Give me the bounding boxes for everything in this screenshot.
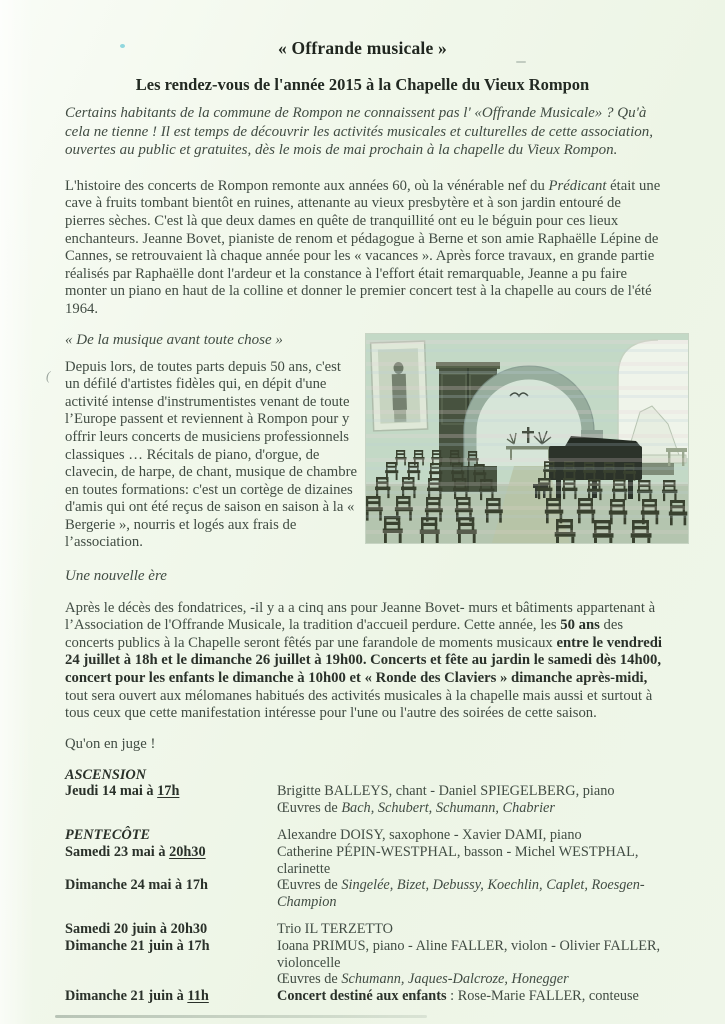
- text-run: Prédicant: [548, 177, 607, 194]
- music-section: [65, 332, 663, 556]
- schedule-gap: [65, 910, 685, 921]
- schedule-row: [65, 921, 685, 938]
- text-run: PENTECÔTE: [65, 827, 150, 844]
- intro-paragraph: Certains habitants de la commune de Rompon ne connaissent pas l' «Offrande Musicale» ? Qu'à cela ne tienne ! Il est temps de découvrir les activités musicales et culturelles de cette association, ouvertes au public et gratuites, dès le mois de mai prochain à la chapelle du Vieux Rompon.: [65, 105, 654, 159]
- text-run: Dimanche 24 mai à 17h: [65, 877, 208, 894]
- text-run: Bach, Schubert, Schumann, Chabrier: [341, 799, 555, 816]
- text-run: Alexandre DOISY, saxophone - Xavier DAMI, piano: [277, 827, 582, 844]
- chapel-photo-illustration: [366, 334, 688, 543]
- schedule-date-cell: [65, 877, 277, 894]
- text-run: Trio IL TERZETTO: [277, 921, 393, 938]
- schedule-row: [65, 938, 685, 971]
- page-subtitle: Les rendez-vous de l'année 2015 à la Chapelle du Vieux Rompon: [135, 75, 590, 94]
- schedule-program-cell: [277, 783, 685, 800]
- schedule-row: [65, 767, 685, 784]
- schedule-program-cell: [277, 800, 685, 817]
- text-run: : Rose-Marie FALLER, conteuse: [446, 987, 639, 1004]
- music-paragraph: Depuis lors, de toutes parts depuis 50 ans, c'est un défilé d'artistes fidèles qui, en dépit d'une activité intense d'instrumentistes venant de toute l’Europe passent et reviennent à Rompon pour y offrir leurs concerts de musiciens professionnels classiques … Récitals de piano, d'orgue, de clavecin, de harpe, de chant, musique de chambre en toutes formations: c'est un cortège de dizaines d'amis qui ont été reçus de saison en saison à la « Bergerie », nourris et logés aux frais de l’association.: [65, 358, 357, 551]
- text-run: ASCENSION: [65, 766, 147, 783]
- schedule-row: [65, 844, 685, 877]
- schedule-date-cell: [65, 844, 277, 861]
- new-era-paragraph: [65, 600, 663, 723]
- text-run: tout sera ouvert aux mélomanes habitués des activités musicales à la chapelle mais aussi et surtout à tous ceux que cette manifestation intéresse pour l'une ou l'autre des soirées de cette saison.: [65, 687, 653, 722]
- page-title: « Offrande musicale »: [278, 38, 447, 58]
- text-run: 20h30: [169, 844, 206, 861]
- picture-frame: [371, 341, 428, 431]
- text-run: Après le décès des fondatrices, -il y a a cinq ans pour Jeanne Bovet- murs et bâtiments appartenant à l’Association de l'Offrande Musicale, la tradition d'accueil perdure. Cette année, les: [65, 599, 656, 634]
- text-run: Singelée, Bizet, Debussy, Koechlin, Caplet, Roesgen-Champion: [277, 877, 645, 910]
- chapel-photo: [366, 334, 688, 543]
- text-run: 50 ans: [560, 617, 600, 634]
- text-run: Samedi 20 juin à 20h30: [65, 921, 208, 938]
- text-run: des concerts publics à la Chapelle seront fêtés par une farandole de moments musicaux: [65, 617, 624, 651]
- text-run: Dimanche 21 juin à: [65, 987, 188, 1004]
- text-run: 11h: [187, 987, 209, 1004]
- schedule-table: [65, 767, 685, 1005]
- schedule-program-cell: [277, 938, 685, 971]
- schedule-gap: [65, 816, 685, 827]
- text-run: Samedi 23 mai à: [65, 844, 170, 861]
- schedule-row: [65, 783, 685, 800]
- text-run: Ioana PRIMUS, piano - Aline FALLER, violon - Olivier FALLER, violoncelle: [277, 938, 661, 971]
- text-run: L'histoire des concerts de Rompon remonte aux années 60, où la vénérable nef du: [65, 177, 549, 194]
- scan-bottom-edge: [55, 1015, 427, 1018]
- schedule-row: [65, 827, 685, 844]
- text-run: Œuvres de: [277, 877, 342, 894]
- scan-pencil-mark: (: [46, 368, 51, 383]
- schedule-date-cell: [65, 783, 277, 800]
- schedule-date-cell: [65, 938, 277, 955]
- schedule-row: [65, 877, 685, 910]
- schedule-date-cell: [65, 767, 277, 784]
- schedule-row: [65, 971, 685, 988]
- text-run: Jeudi 14 mai à: [65, 783, 158, 800]
- text-run: entre le vendredi 24 juillet à 18h et le dimanche 26 juillet à 19h00. Concerts et fête au jardin le samedi dès 14h00, concert pour les enfants le dimanche à 10h00 et « Ronde des Claviers » dimanche après-midi,: [65, 634, 662, 686]
- schedule-date-cell: [65, 921, 277, 938]
- scan-light-edge: [0, 0, 34, 1024]
- scan-speck: [120, 44, 125, 48]
- text-run: était une cave à fruits tombant bientôt en ruines, attenante au vieux presbytère et à son jardin entouré de pierres sèches. C'est là que deux dames en quête de tranquillité ont eu le béguin pour ces lieux enchanteurs. Jeanne Bovet, pianiste de renom et pédagogue à Berne et son amie Raphaëlle Lépine de Cannes, se retrouvaient là chaque année pour les « vacances ». Après force travaux, en grande partie réalisés par Raphaëlle dont l'ardeur et la constance à l'effort était remarquable, Jeanne a pu faire monter un piano en haut de la colline et donner le premier concert test à la chapelle au cours de l'été 1964.: [65, 177, 661, 317]
- text-run: Œuvres de: [277, 799, 342, 816]
- schedule-row: [65, 800, 685, 817]
- schedule-program-cell: [277, 877, 685, 910]
- schedule-program-cell: [277, 844, 685, 877]
- schedule-row: [65, 988, 685, 1005]
- schedule-date-cell: [65, 827, 277, 844]
- schedule-date-cell: [65, 988, 277, 1005]
- schedule-program-cell: [277, 988, 685, 1005]
- text-run: Dimanche 21 juin à 17h: [65, 938, 210, 955]
- text-run: Concert destiné aux enfants: [277, 987, 447, 1004]
- text-run: Catherine PÉPIN-WESTPHAL, basson - Michel WESTPHAL, clarinette: [277, 844, 639, 877]
- music-section-heading: « De la musique avant toute chose »: [65, 331, 283, 348]
- history-paragraph: [65, 178, 663, 319]
- schedule-program-cell: [277, 921, 685, 938]
- text-run: Schumann, Jaques-Dalcroze, Honegger: [341, 971, 569, 988]
- text-run: 17h: [157, 783, 180, 800]
- schedule-program-cell: [277, 971, 685, 988]
- schedule-program-cell: [277, 827, 685, 844]
- text-run: Œuvres de: [277, 971, 342, 988]
- new-era-heading: Une nouvelle ère: [65, 567, 167, 584]
- scan-dash: [516, 61, 526, 63]
- judge-line: Qu'on en juge !: [65, 735, 156, 752]
- text-run: Brigitte BALLEYS, chant - Daniel SPIEGELBERG, piano: [277, 783, 615, 800]
